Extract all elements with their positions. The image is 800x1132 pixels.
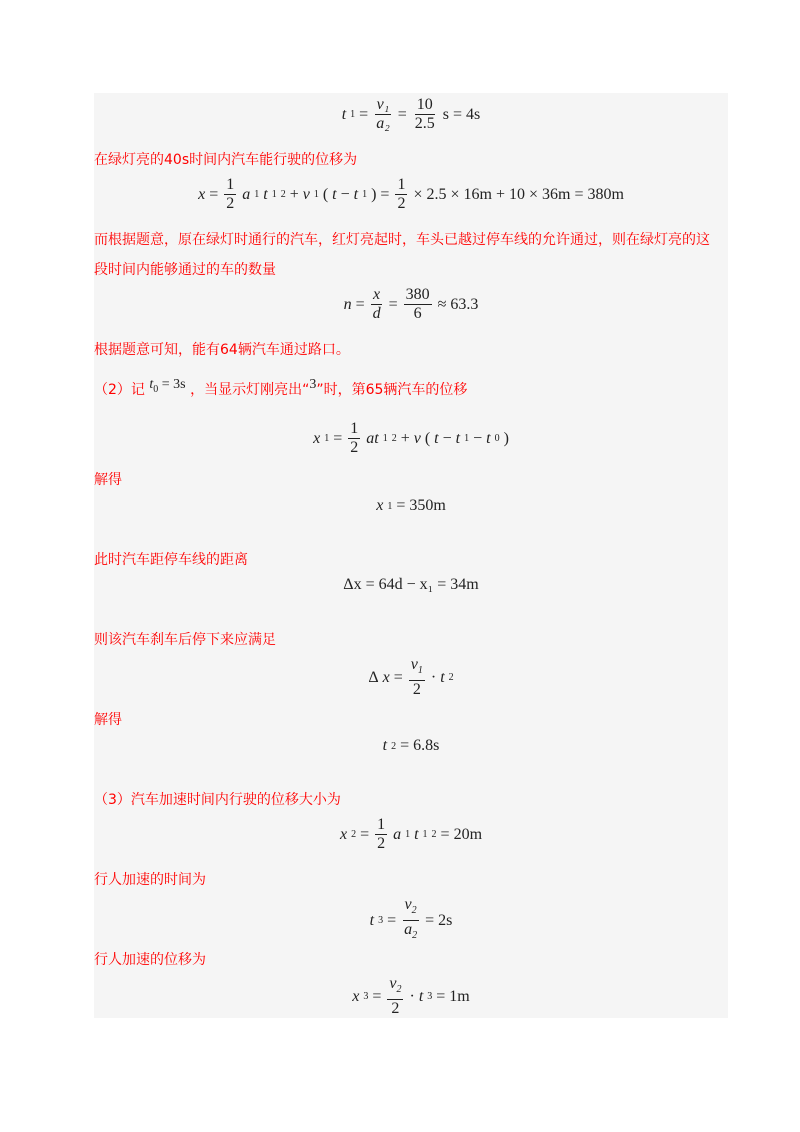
frac-den: a₂ <box>376 115 390 132</box>
equation-t1: t 1 = $\frac{\text{v₁}}{\text{a₂}}$ = $\frac{10}{2.5}$ s = 4s <box>341 96 481 132</box>
equation-n: n = $\frac{x}{d}$ = $\frac{380}{6}$ ≈ 63.3 <box>343 286 479 322</box>
equation-dx-v1: Δ x = $\frac{v_1}{2}$ · t 2 <box>368 656 454 699</box>
equation-x3: x 3 = $\frac{v_2}{2}$ · t 3 = 1m <box>352 975 470 1018</box>
frac-num: 10 <box>416 96 433 113</box>
text-line-7: 此时汽车距停车线的距离 <box>94 552 248 568</box>
inline-t0: $t_0 = 3s$ <box>149 377 186 395</box>
text-line-9: 解得 <box>94 712 122 728</box>
text-line-2: 而根据题意，原在绿灯时通行的汽车，红灯亮起时，车头已越过停车线的允许通过，则在绿灯亮的这 <box>94 232 710 248</box>
text-line-8: 则该汽车刹车后停下来应满足 <box>94 632 276 648</box>
frac-den: 6 <box>413 305 422 322</box>
equation-x1-result: x 1 = 350m <box>376 497 446 514</box>
text-part: ，当显示灯刚亮出“ <box>190 382 310 398</box>
text-line-4: 根据题意可知，能有64辆汽车通过路口。 <box>94 342 350 358</box>
equation-t3: t 3 = $\frac{v_2}{a_2}$ = 2s <box>369 896 453 942</box>
text-line-11: 行人加速的时间为 <box>94 872 206 888</box>
frac-den: d <box>372 305 381 322</box>
eq5-result: 350m <box>409 497 446 514</box>
eq8-result: 6.8s <box>413 737 440 754</box>
equation-x1: x 1 = $\frac{1}{2}$ at 1 2 + v ( t − t 1 − t 0 ) <box>313 420 509 456</box>
inline-three: 3 <box>309 377 317 392</box>
frac-num: v₁ <box>376 96 390 113</box>
equation-x2: x 2 = $\frac{1}{2}$ a 1 t 1 2 = 20m <box>339 816 483 852</box>
eq9-result: 20m <box>453 825 483 843</box>
eq2-result: × 2.5 × 16m + 10 × 36m = 380m <box>413 185 624 203</box>
text-line-5 <box>94 377 468 406</box>
equation-x: x = $\frac{1}{2}$ a 1 t 1 2 + v 1 ( t − t 1 ) = $\frac{1}{2}$ × 2.5 × 16m + 10 × 36m = 380m <box>198 176 624 212</box>
frac-num: 380 <box>405 286 430 303</box>
text-line-10: （3）汽车加速时间内行驶的位移大小为 <box>94 792 341 808</box>
frac-num: x <box>373 286 381 303</box>
t0-value: 3s <box>173 377 186 392</box>
text-part: ”时，第65辆汽车的位移 <box>316 382 468 398</box>
equation-dx: Δx = 64d − x₁ = 34m <box>343 576 479 593</box>
eq10-result: 2s <box>438 911 453 929</box>
frac-den: 2.5 <box>414 115 435 132</box>
equation-t2: t 2 = 6.8s <box>382 737 440 754</box>
text-line-12: 行人加速的位移为 <box>94 952 206 968</box>
eq11-result: 1m <box>449 987 470 1005</box>
text-line-6: 解得 <box>94 472 122 488</box>
eq3-result: ≈ 63.3 <box>437 295 479 313</box>
eq1-result: s = 4s <box>442 105 481 123</box>
text-part: （2）记 <box>94 382 145 398</box>
text-line-3: 段时间内能够通过的车的数量 <box>94 262 276 278</box>
text-line-1: 在绿灯亮的40s时间内汽车能行驶的位移为 <box>94 152 358 168</box>
